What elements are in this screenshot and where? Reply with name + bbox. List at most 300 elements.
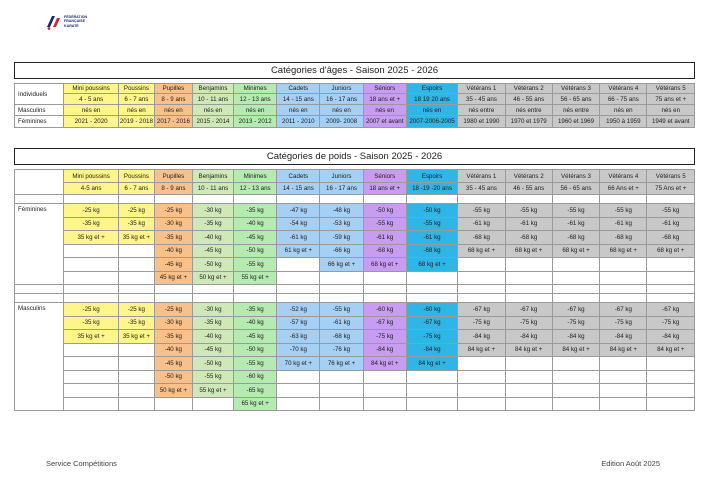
gap-cell [118,294,154,303]
category-age: 18 ans et + [363,183,406,195]
gap-cell [15,294,64,303]
weight-class [192,397,233,411]
weight-class: -68 kg [363,244,406,258]
weight-class: -55 kg [192,370,233,384]
weight-class: -35 kg [154,231,192,245]
category-age: 56 - 65 ans [552,94,599,105]
weight-class [458,370,505,384]
weight-class [64,244,119,258]
category-name: Vétérans 3 [552,170,599,183]
category-age: 16 - 17 ans [320,183,363,195]
category-name: Vétérans 4 [600,170,647,183]
weight-class: -57 kg [277,316,320,330]
weight-class [118,271,154,285]
weight-class: -45 kg [154,258,192,272]
birth-years: 1950 à 1959 [600,116,647,128]
weight-class: -84 kg [406,343,457,357]
category-name: Espoirs [406,170,457,183]
weight-class [458,258,505,272]
weight-class: -40 kg [154,244,192,258]
weight-class [64,384,119,398]
masculins-weight-row [15,384,695,398]
category-age: 46 - 55 ans [505,183,552,195]
weight-class: -54 kg [277,217,320,231]
category-name: Vétérans 2 [505,84,552,94]
weight-class [277,271,320,285]
weight-categories-table [14,148,695,411]
weight-class: -55 kg [406,217,457,231]
birth-years: 2021 - 2020 [64,116,119,128]
weight-class: -25 kg [64,303,119,317]
category-age: 18 -19 -20 ans [406,183,457,195]
category-name: Vétérans 3 [552,84,599,94]
weight-class: -35 kg [192,217,233,231]
weight-class: -75 kg [458,316,505,330]
birth-years: 2015 - 2014 [192,116,233,128]
weight-class: -61 kg [363,231,406,245]
weight-class: -60 kg [234,370,277,384]
gap-cell [600,285,647,294]
weight-name-row [15,170,695,183]
category-name: Cadets [277,170,320,183]
age-categories-table [14,62,695,128]
category-name: Poussins [118,170,154,183]
weight-class: -55 kg [320,303,363,317]
category-name: Minimes [234,170,277,183]
category-name: Poussins [118,84,154,94]
weight-class: -67 kg [552,303,599,317]
weight-class: -40 kg [192,231,233,245]
weight-class: 68 kg et + [458,244,505,258]
weight-class: -67 kg [363,316,406,330]
weight-class [118,244,154,258]
category-name: Vétérans 5 [647,170,695,183]
weight-title-row [15,149,695,165]
birth-years: 2007-2006-2005 [406,116,457,128]
weight-class: -25 kg [118,303,154,317]
gap-cell [552,294,599,303]
weight-class: -53 kg [320,217,363,231]
birth-years-label: nés en [234,105,277,116]
weight-class: -61 kg [600,217,647,231]
weight-class: -35 kg [234,303,277,317]
weight-class: -35 kg [234,204,277,218]
category-age: 6 - 7 ans [118,94,154,105]
weight-class: -75 kg [406,330,457,344]
masculins-weight-row [15,357,695,371]
weight-class: 68 kg et + [600,244,647,258]
category-name: Mini poussins [64,170,119,183]
weight-class: -61 kg [277,231,320,245]
row-label-individuels: Individuels [15,84,64,105]
gap-cell [458,195,505,204]
weight-class: -67 kg [505,303,552,317]
category-age: 10 - 11 ans [192,94,233,105]
weight-class: 68 kg et + [505,244,552,258]
weight-class: -45 kg [192,244,233,258]
weight-class [647,258,695,272]
category-age: 18 ans et + [363,94,406,105]
gap-cell [234,285,277,294]
weight-class: 84 kg et + [647,343,695,357]
weight-class: -52 kg [277,303,320,317]
weight-class [647,357,695,371]
weight-class: -35 kg [118,316,154,330]
category-name: Vétérans 5 [647,84,695,94]
feminines-weight-row [15,231,695,245]
age-range-row [15,94,695,105]
weight-class [505,258,552,272]
category-name: Pupilles [154,84,192,94]
weight-class [320,397,363,411]
weight-class: 61 kg et + [277,244,320,258]
category-name: Benjamins [192,170,233,183]
weight-class: -61 kg [458,217,505,231]
gap-cell [192,195,233,204]
weight-class [600,384,647,398]
weight-class [154,397,192,411]
weight-class [505,370,552,384]
gap-cell [552,195,599,204]
footer-service: Service Compétitions [46,459,117,468]
weight-class [505,357,552,371]
weight-class: -61 kg [320,316,363,330]
weight-class: 55 kg et + [234,271,277,285]
weight-class: -48 kg [320,204,363,218]
weight-table-title: Catégories de poids - Saison 2025 - 2026 [15,149,695,165]
masculins-weight-row [15,370,695,384]
row-label-masculins: Masculins [15,303,64,411]
row-label-masculins: Masculins [15,105,64,116]
weight-class [406,370,457,384]
category-age: 16 - 17 ans [320,94,363,105]
weight-class: -61 kg [406,231,457,245]
birth-years: 2007 et avant [363,116,406,128]
birth-years-label: nés en [154,105,192,116]
weight-class [64,258,119,272]
weight-class: -84 kg [552,330,599,344]
gap-cell [363,195,406,204]
gap-cell [505,294,552,303]
gap-cell [154,294,192,303]
birth-years: 2017 - 2016 [154,116,192,128]
birth-years: 1960 et 1969 [552,116,599,128]
age-table-title: Catégories d'âges - Saison 2025 - 2026 [15,63,695,79]
weight-class: 55 kg et + [192,384,233,398]
weight-class: -55 kg [647,204,695,218]
gap-cell [277,285,320,294]
weight-class [406,271,457,285]
gap-cell [277,195,320,204]
weight-class [320,384,363,398]
category-name: Vétérans 2 [505,170,552,183]
weight-class: -67 kg [647,303,695,317]
weight-class: -55 kg [234,258,277,272]
weight-class: -25 kg [64,204,119,218]
weight-class: -68 kg [505,231,552,245]
weight-class: -59 kg [320,231,363,245]
gap-cell [320,195,363,204]
weight-class: 35 kg et + [118,231,154,245]
weight-class: -45 kg [234,330,277,344]
weight-class: -35 kg [192,316,233,330]
gap-cell [64,195,119,204]
weight-class [277,370,320,384]
gap-cell [154,285,192,294]
masculins-weight-row [15,330,695,344]
weight-class: -67 kg [458,303,505,317]
weight-class [600,357,647,371]
weight-class [320,271,363,285]
weight-class: -60 kg [406,303,457,317]
gap-cell [15,195,64,204]
weight-class: -40 kg [234,316,277,330]
weight-class: -84 kg [505,330,552,344]
birth-years: 2011 - 2010 [277,116,320,128]
weight-class: -30 kg [154,217,192,231]
gap-cell [647,285,695,294]
weight-class [64,343,119,357]
category-age: 56 - 65 ans [552,183,599,195]
weight-class: -75 kg [363,330,406,344]
category-age: 66 Ans et + [600,183,647,195]
category-age: 18 19 20 ans [406,94,457,105]
weight-class [552,370,599,384]
weight-class [600,370,647,384]
weight-class [118,397,154,411]
weight-class: -35 kg [118,217,154,231]
category-age: 14 - 15 ans [277,183,320,195]
category-name: Benjamins [192,84,233,94]
weight-class: -40 kg [154,343,192,357]
weight-class [277,397,320,411]
birth-years-label: nés en [406,105,457,116]
gap-cell [458,285,505,294]
gap-cell [406,294,457,303]
weight-class: -25 kg [118,204,154,218]
weight-class: -61 kg [647,217,695,231]
birth-years-label: nés entre [458,105,505,116]
weight-class [505,271,552,285]
gap-cell [552,285,599,294]
weight-class [277,258,320,272]
weight-class: -45 kg [154,357,192,371]
weight-class: 45 kg et + [154,271,192,285]
category-age: 14 - 15 ans [277,94,320,105]
age-name-row [15,84,695,94]
feminines-weight-row [15,244,695,258]
birth-years: 2019 - 2018 [118,116,154,128]
birth-years-label: nés en [647,105,695,116]
category-name: Espoirs [406,84,457,94]
weight-class: -75 kg [647,316,695,330]
category-age: 6 - 7 ans [118,183,154,195]
category-age: 46 - 55 ans [505,94,552,105]
weight-class [552,258,599,272]
weight-class: -30 kg [154,316,192,330]
weight-class [406,384,457,398]
masculins-weight-row [15,316,695,330]
gap-cell [234,195,277,204]
category-age: 4-5 ans [64,183,119,195]
weight-class [118,258,154,272]
weight-class: -45 kg [192,343,233,357]
weight-class [458,397,505,411]
category-name: Séniors [363,170,406,183]
ffk-logo [44,12,104,32]
weight-class [552,384,599,398]
weight-class [118,357,154,371]
footer-edition: Edition Août 2025 [601,459,660,468]
weight-class: -25 kg [154,303,192,317]
gap-cell [505,195,552,204]
category-name: Minimes [234,84,277,94]
category-age: 66 - 75 ans [600,94,647,105]
age-births-row-2 [15,116,695,128]
masculins-weight-row [15,397,695,411]
weight-class: -50 kg [154,370,192,384]
category-age: 8 - 9 ans [154,183,192,195]
weight-gap-1 [15,195,695,204]
weight-class: -50 kg [192,258,233,272]
gap-cell [406,195,457,204]
category-name: Juniors [320,84,363,94]
weight-class: 35 kg et + [64,231,119,245]
feminines-weight-row [15,271,695,285]
birth-years-label: nés entre [552,105,599,116]
weight-class: 50 kg et + [192,271,233,285]
gap-cell [277,294,320,303]
weight-class [600,397,647,411]
weight-class [647,397,695,411]
weight-class [64,357,119,371]
weight-class: 65 kg et + [234,397,277,411]
weight-class: -75 kg [600,316,647,330]
weight-class [363,384,406,398]
weight-class: -67 kg [406,316,457,330]
gap-cell [505,285,552,294]
masculins-weight-row [15,343,695,357]
ffk-logo-icon [44,13,62,31]
weight-class: -50 kg [234,244,277,258]
weight-class [600,271,647,285]
feminines-weight-row [15,258,695,272]
weight-class: -68 kg [406,244,457,258]
weight-class: 35 kg et + [64,330,119,344]
weight-class: -50 kg [363,204,406,218]
weight-class: -50 kg [234,343,277,357]
birth-years: 2009- 2008 [320,116,363,128]
weight-class: -47 kg [277,204,320,218]
weight-class [458,384,505,398]
weight-class: -40 kg [192,330,233,344]
weight-class: -68 kg [552,231,599,245]
weight-class: -55 kg [552,204,599,218]
weight-class [277,384,320,398]
gap-cell [154,195,192,204]
weight-class: 35 kg et + [118,330,154,344]
weight-class [505,384,552,398]
weight-class: 84 kg et + [552,343,599,357]
birth-years-label: nés en [363,105,406,116]
category-age: 75 Ans et + [647,183,695,195]
gap-cell [64,294,119,303]
weight-class [64,271,119,285]
weight-class: 84 kg et + [458,343,505,357]
row-label-feminines: Féminines [15,204,64,285]
gap-cell [363,294,406,303]
corner-cell [15,170,64,195]
weight-class: -35 kg [64,316,119,330]
weight-class [118,343,154,357]
weight-class: -76 kg [320,343,363,357]
weight-class: -60 kg [363,303,406,317]
gap-cell [64,285,119,294]
birth-years-label: nés en [320,105,363,116]
weight-class: 84 kg et + [505,343,552,357]
weight-class [64,397,119,411]
weight-class [64,370,119,384]
category-name: Pupilles [154,170,192,183]
category-age: 75 ans et + [647,94,695,105]
weight-class [458,357,505,371]
weight-class [406,397,457,411]
age-title-row [15,63,695,79]
weight-class [505,397,552,411]
weight-class: -30 kg [192,303,233,317]
feminines-weight-row [15,204,695,218]
weight-class [647,271,695,285]
birth-years: 1980 et 1990 [458,116,505,128]
birth-years: 1970 et 1979 [505,116,552,128]
category-name: Mini poussins [64,84,119,94]
weight-class: -55 kg [363,217,406,231]
gap-cell [320,294,363,303]
gap-cell [458,294,505,303]
weight-class: -55 kg [234,357,277,371]
birth-years-label: nés en [64,105,119,116]
birth-years: 2013 - 2012 [234,116,277,128]
weight-class: -84 kg [363,343,406,357]
category-age: 12 - 13 ans [234,94,277,105]
weight-class: -55 kg [505,204,552,218]
category-age: 4 - 5 ans [64,94,119,105]
weight-class [363,370,406,384]
birth-years: 1949 et avant [647,116,695,128]
weight-class: 68 kg et + [406,258,457,272]
weight-class: -66 kg [320,244,363,258]
weight-class: -75 kg [505,316,552,330]
weight-class: -50 kg [192,357,233,371]
category-name: Vétérans 4 [600,84,647,94]
category-name: Juniors [320,170,363,183]
weight-class: -68 kg [647,231,695,245]
weight-class [320,370,363,384]
gap-cell [647,195,695,204]
logo-text: FÉDÉRATION FRANÇAISE KARATÉ [64,15,88,28]
weight-class: 66 kg et + [320,258,363,272]
gap-cell [15,285,64,294]
weight-class [647,384,695,398]
weight-class: -68 kg [320,330,363,344]
weight-class [118,384,154,398]
weight-class: -25 kg [154,204,192,218]
weight-class: -55 kg [458,204,505,218]
age-births-row-1 [15,105,695,116]
gap-cell [118,195,154,204]
weight-class [363,271,406,285]
feminines-weight-row [15,217,695,231]
